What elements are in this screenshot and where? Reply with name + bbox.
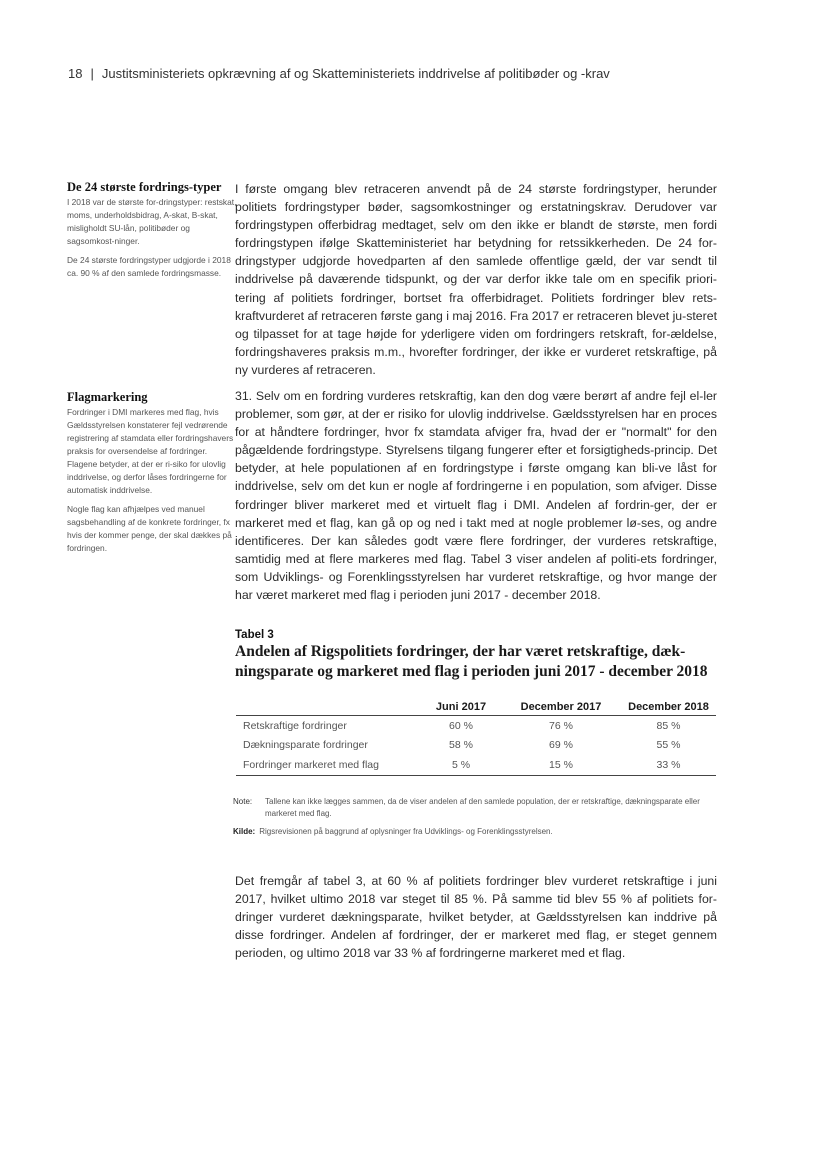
data-table (236, 699, 716, 776)
sidebar-title: De 24 største fordrings-typer (67, 180, 222, 194)
table-header-row (236, 699, 716, 716)
source-label: Kilde: (233, 827, 256, 836)
sidebar-text: De 24 største fordringstyper udgjorde i 2018 ca. 90 % af den samlede fordringsmasse. (67, 255, 231, 278)
table-label: Tabel 3 (235, 629, 274, 641)
table-cell: 33 % (621, 755, 716, 775)
main-paragraph-2: 31. Selv om en fordring vurderes retskraftig, kan den dog være berørt af andre fejl el-ler problemer, som gør, at der er risiko for ulovlig inddrivelse. Gældsstyrelsen har en proces for at håndtere fordringer, hvor fx stamdata afviger fra, hvad der er "normalt" for den pågældende fordringstype. Styrelsens tilgang fungerer efter et forsigtigheds-princip. Det betyder, at hele populationen af en fordringstype i første omgang kan bli-ve låst for inddrivelse, selv om det kun er nogle af fordringerne i en population, som afviger. Disse fordringer bliver markeret med et virtuelt flag i DMI. Andelen af fordrin-ger, der er markeret med et flag, kan gå op og ned i takt med at nogle problemer lø-ses, og andre identificeres. Der kan således godt være flere fordringer, der vurderes retskraftige, samtidig med at flere markeres med flag. Tabel 3 viser andelen af politi-ets fordringer, som Udviklings- og Forenklingsstyrelsen har vurderet retskraftige, og hvor mange der har været markeret med flag i perioden juni 2017 - december 2018. (235, 389, 717, 603)
main-paragraph-1: I første omgang blev retraceren anvendt på de 24 største fordringstyper, herunder politiets fordringstyper bøder, sagsomkostninger og erstatningskrav. Derudover var fordringstypen offerbidrag medtaget, selv om den ikke er blandt de største, men fordi fordringstypen ifølge Skatteministeriet har betydning for retssikkerheden. De 24 for-dringstyper udgjorde hovedparten af den samlede offentlige gæld, der var sendt til inddrivelse på daværende tidspunkt, og der var derfor ikke tale om en specifik priori-tering af politiets fordringer, bortset fra offerbidraget. Politiets fordringer blev rets-kraftvurderet af retraceren første gang i maj 2016. Fra 2017 er retraceren blevet ju-steret og tilpasset for at tage højde for yderligere viden om fordringers retskraft, for-ældelse, fordringshaveres praksis m.m., hvorefter fordringer, der ikke er vurderet retskraftige, på ny vurderes af retraceren. (235, 182, 717, 377)
table-cell: 5 % (421, 755, 501, 775)
table-cell: 76 % (549, 719, 573, 732)
sidebar-title: Flagmarkering (67, 390, 148, 404)
column-header: December 2017 (501, 699, 621, 716)
column-header: December 2018 (621, 699, 716, 716)
table-row (236, 716, 716, 736)
sidebar-text: Fordringer i DMI markeres med flag, hvis Gældsstyrelsen konstaterer fejl vedrørende registrering af stamdata eller fordringshavers praksis for oversendelse af fordringer. Flagene betyder, at der er ri-siko for ulovlig inddrivelse, og derfor låses fordringerne for automatisk inddrivelse. (67, 407, 234, 495)
table-row (236, 755, 716, 775)
table-note (233, 796, 717, 820)
table-cell: 58 % (449, 739, 473, 752)
table-cell: 15 % (501, 755, 621, 775)
source-text: Rigsrevisionen på baggrund af oplysninger fra Udviklings- og Forenklingsstyrelsen. (259, 827, 553, 836)
table-title: Andelen af Rigspolitiets fordringer, der har været retskraftige, dæk-ningsparate og markeret med flag i perioden juni 2017 - december 2018 (235, 643, 708, 680)
main-paragraph-3: Det fremgår af tabel 3, at 60 % af politiets fordringer blev vurderet retskraftige i juni 2017, hvilket ultimo 2018 var steget til 85 %. På samme tid blev 55 % af politiets for-dringer vurderet dækningsparate, hvilket betyder, at Gældsstyrelsen kan inddrive på disse fordringer. Andelen af fordringer, der er markeret med flag, er steget gennem perioden, og ultimo 2018 var 33 % af fordringerne markeret med et flag. (235, 874, 717, 961)
sidebar-text: I 2018 var de største for-dringstyper: restskat, moms, underholdsbidrag, A-skat, B-skat, misligholdt SU-lån, politibøder og sagsomkost-ninger. (67, 197, 237, 246)
table-cell: 55 % (656, 739, 681, 752)
page-header (68, 66, 610, 81)
table-cell: 60 % (449, 719, 473, 732)
page-number: 18 (68, 66, 83, 81)
header-separator: | (90, 66, 94, 81)
row-label: Dækningsparate fordringer (243, 739, 368, 752)
column-header (236, 699, 421, 716)
table-cell: 69 % (549, 739, 573, 752)
table-heading (235, 629, 717, 682)
sidebar-box-flagging (67, 391, 237, 561)
sidebar-text: Nogle flag kan afhjælpes ved manuel sagsbehandling af de konkrete fordringer, fx hvis der kommer penge, der skal dækkes på fordringen. (67, 504, 232, 553)
note-text: Tallene kan ikke lægges sammen, da de viser andelen af den samlede population, der er retskraftige, dækningsparate eller markeret med flag. (265, 797, 700, 818)
table-cell: 85 % (656, 719, 681, 732)
column-header: Juni 2017 (421, 699, 501, 716)
table-row (236, 736, 716, 756)
row-label: Fordringer markeret med flag (236, 755, 421, 775)
row-label: Retskraftige fordringer (243, 719, 347, 732)
running-title: Justitsministeriets opkrævning af og Skatteministeriets inddrivelse af politibøder og -krav (101, 66, 610, 81)
note-label: Note: (233, 797, 253, 806)
sidebar-box-largest-types (67, 181, 237, 286)
table-source (233, 826, 553, 838)
